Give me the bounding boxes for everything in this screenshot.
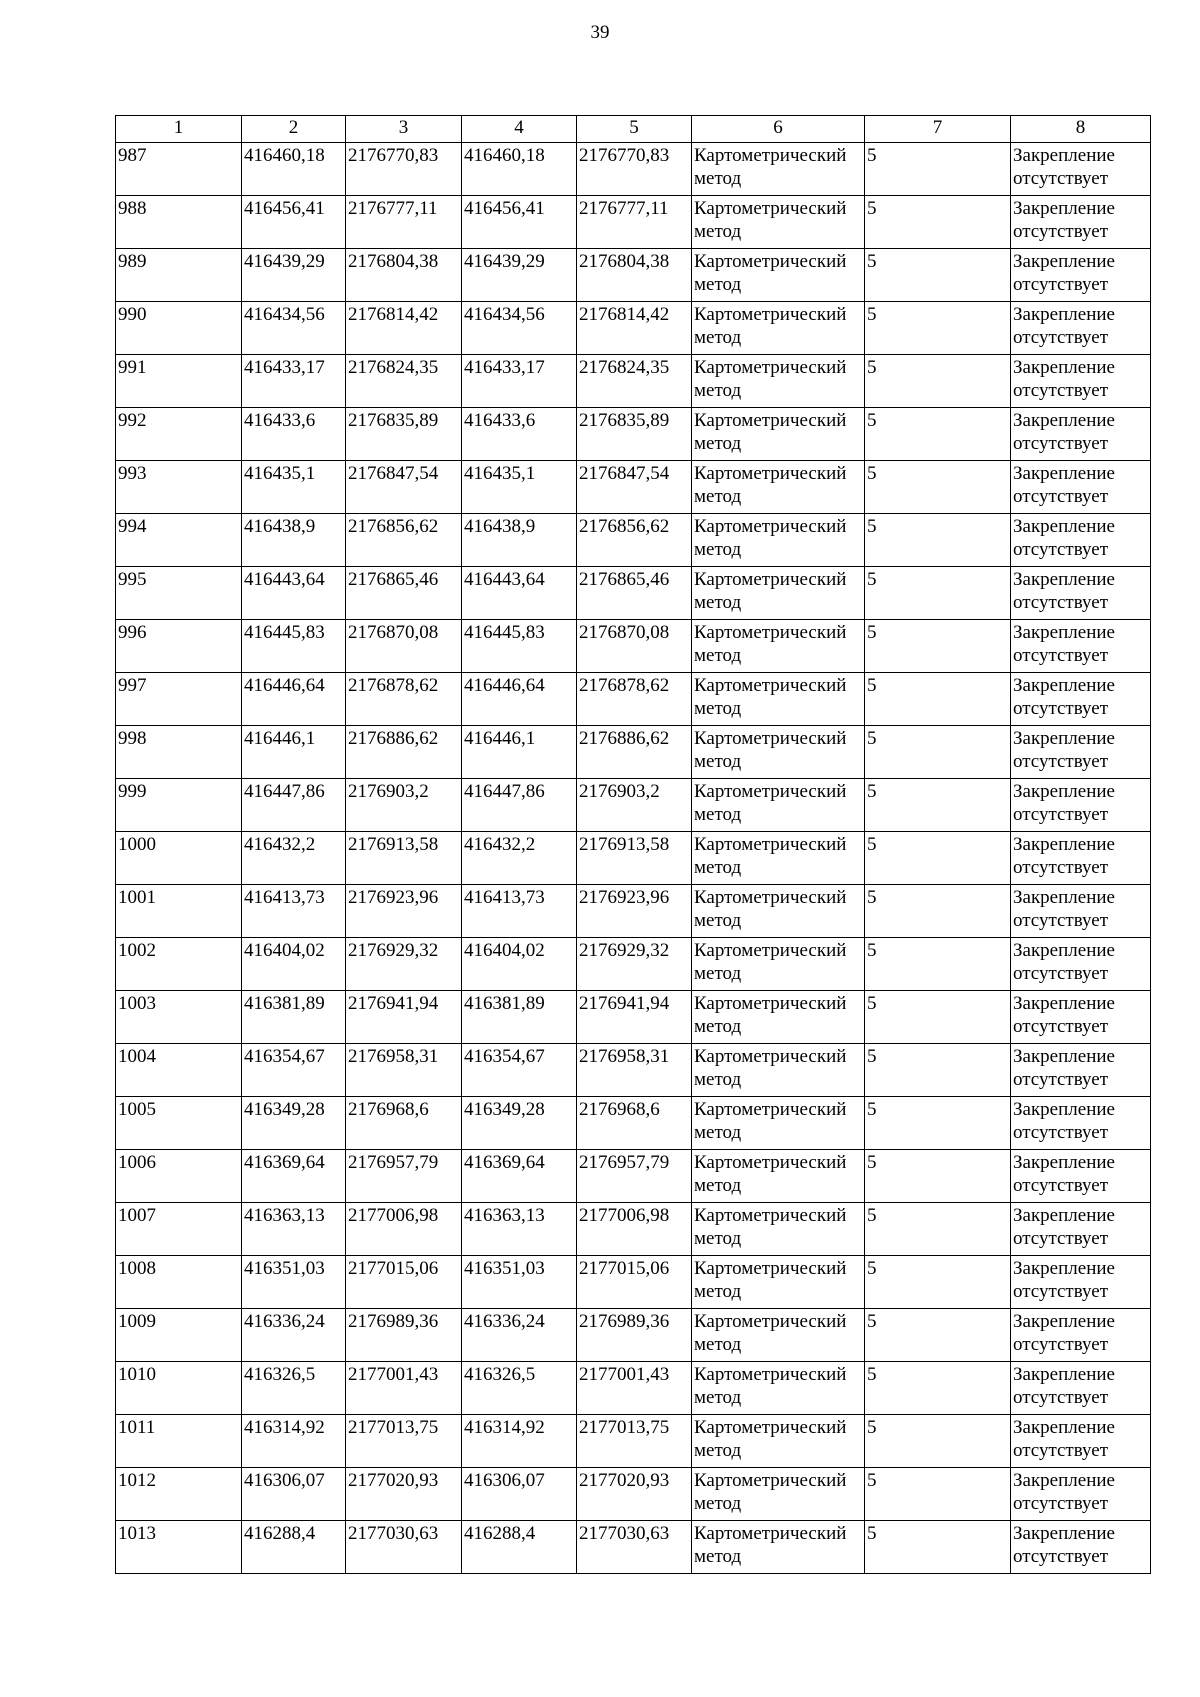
point-number-cell: 996 [116, 620, 242, 673]
table-row [116, 1203, 1151, 1256]
column-header: 4 [462, 116, 577, 143]
y-new-cell: 2176968,6 [577, 1097, 692, 1150]
y-new-cell: 2177030,63 [577, 1521, 692, 1574]
x-existing-cell: 416446,64 [242, 673, 346, 726]
header-row [116, 116, 1151, 143]
x-new-cell: 416369,64 [462, 1150, 577, 1203]
x-existing-cell: 416369,64 [242, 1150, 346, 1203]
x-existing-cell: 416288,4 [242, 1521, 346, 1574]
y-existing-cell: 2177015,06 [346, 1256, 462, 1309]
method-cell: Картометрический метод [692, 355, 865, 408]
x-new-cell: 416306,07 [462, 1468, 577, 1521]
table-row [116, 249, 1151, 302]
method-cell: Картометрический метод [692, 1150, 865, 1203]
marking-cell: Закрепление отсутствует [1011, 461, 1151, 514]
table-row [116, 673, 1151, 726]
table-row [116, 726, 1151, 779]
accuracy-cell: 5 [865, 832, 1011, 885]
x-new-cell: 416354,67 [462, 1044, 577, 1097]
column-header: 3 [346, 116, 462, 143]
marking-cell: Закрепление отсутствует [1011, 726, 1151, 779]
point-number-cell: 999 [116, 779, 242, 832]
method-cell: Картометрический метод [692, 885, 865, 938]
method-cell: Картометрический метод [692, 1521, 865, 1574]
accuracy-cell: 5 [865, 1362, 1011, 1415]
x-existing-cell: 416456,41 [242, 196, 346, 249]
y-new-cell: 2176856,62 [577, 514, 692, 567]
y-existing-cell: 2176777,11 [346, 196, 462, 249]
x-existing-cell: 416445,83 [242, 620, 346, 673]
y-existing-cell: 2176968,6 [346, 1097, 462, 1150]
y-existing-cell: 2176878,62 [346, 673, 462, 726]
x-existing-cell: 416326,5 [242, 1362, 346, 1415]
point-number-cell: 1002 [116, 938, 242, 991]
method-cell: Картометрический метод [692, 249, 865, 302]
table-row [116, 620, 1151, 673]
table-row [116, 1097, 1151, 1150]
y-new-cell: 2176770,83 [577, 143, 692, 196]
point-number-cell: 992 [116, 408, 242, 461]
x-existing-cell: 416404,02 [242, 938, 346, 991]
point-number-cell: 1008 [116, 1256, 242, 1309]
table-row [116, 302, 1151, 355]
point-number-cell: 991 [116, 355, 242, 408]
x-existing-cell: 416460,18 [242, 143, 346, 196]
point-number-cell: 1013 [116, 1521, 242, 1574]
point-number-cell: 1004 [116, 1044, 242, 1097]
x-existing-cell: 416314,92 [242, 1415, 346, 1468]
table-row [116, 1468, 1151, 1521]
x-existing-cell: 416354,67 [242, 1044, 346, 1097]
x-existing-cell: 416439,29 [242, 249, 346, 302]
x-existing-cell: 416438,9 [242, 514, 346, 567]
y-existing-cell: 2176870,08 [346, 620, 462, 673]
y-new-cell: 2176804,38 [577, 249, 692, 302]
x-new-cell: 416336,24 [462, 1309, 577, 1362]
accuracy-cell: 5 [865, 1415, 1011, 1468]
x-new-cell: 416413,73 [462, 885, 577, 938]
accuracy-cell: 5 [865, 1256, 1011, 1309]
point-number-cell: 1010 [116, 1362, 242, 1415]
accuracy-cell: 5 [865, 1097, 1011, 1150]
table-row [116, 1362, 1151, 1415]
page-number: 39 [590, 22, 610, 43]
y-existing-cell: 2176989,36 [346, 1309, 462, 1362]
x-new-cell: 416446,64 [462, 673, 577, 726]
marking-cell: Закрепление отсутствует [1011, 1097, 1151, 1150]
y-existing-cell: 2177013,75 [346, 1415, 462, 1468]
x-existing-cell: 416432,2 [242, 832, 346, 885]
marking-cell: Закрепление отсутствует [1011, 1362, 1151, 1415]
x-new-cell: 416351,03 [462, 1256, 577, 1309]
x-new-cell: 416349,28 [462, 1097, 577, 1150]
marking-cell: Закрепление отсутствует [1011, 1468, 1151, 1521]
accuracy-cell: 5 [865, 885, 1011, 938]
column-header: 2 [242, 116, 346, 143]
y-existing-cell: 2177006,98 [346, 1203, 462, 1256]
table-row [116, 461, 1151, 514]
table-row [116, 1044, 1151, 1097]
x-existing-cell: 416413,73 [242, 885, 346, 938]
x-new-cell: 416443,64 [462, 567, 577, 620]
point-number-cell: 1003 [116, 991, 242, 1044]
table-row [116, 991, 1151, 1044]
marking-cell: Закрепление отсутствует [1011, 1415, 1151, 1468]
accuracy-cell: 5 [865, 1521, 1011, 1574]
table-header [116, 116, 1151, 143]
table-row [116, 779, 1151, 832]
x-new-cell: 416434,56 [462, 302, 577, 355]
y-new-cell: 2176777,11 [577, 196, 692, 249]
column-header: 6 [692, 116, 865, 143]
method-cell: Картометрический метод [692, 1468, 865, 1521]
marking-cell: Закрепление отсутствует [1011, 779, 1151, 832]
y-new-cell: 2176923,96 [577, 885, 692, 938]
column-header: 1 [116, 116, 242, 143]
table-row [116, 1309, 1151, 1362]
point-number-cell: 1001 [116, 885, 242, 938]
y-new-cell: 2176824,35 [577, 355, 692, 408]
point-number-cell: 998 [116, 726, 242, 779]
method-cell: Картометрический метод [692, 567, 865, 620]
x-new-cell: 416456,41 [462, 196, 577, 249]
y-new-cell: 2176941,94 [577, 991, 692, 1044]
x-existing-cell: 416435,1 [242, 461, 346, 514]
point-number-cell: 1005 [116, 1097, 242, 1150]
x-existing-cell: 416349,28 [242, 1097, 346, 1150]
x-new-cell: 416433,17 [462, 355, 577, 408]
table-row [116, 408, 1151, 461]
y-new-cell: 2176929,32 [577, 938, 692, 991]
y-existing-cell: 2176847,54 [346, 461, 462, 514]
marking-cell: Закрепление отсутствует [1011, 1521, 1151, 1574]
marking-cell: Закрепление отсутствует [1011, 885, 1151, 938]
method-cell: Картометрический метод [692, 673, 865, 726]
accuracy-cell: 5 [865, 567, 1011, 620]
marking-cell: Закрепление отсутствует [1011, 832, 1151, 885]
marking-cell: Закрепление отсутствует [1011, 514, 1151, 567]
y-new-cell: 2177001,43 [577, 1362, 692, 1415]
y-existing-cell: 2176770,83 [346, 143, 462, 196]
marking-cell: Закрепление отсутствует [1011, 1044, 1151, 1097]
method-cell: Картометрический метод [692, 408, 865, 461]
y-existing-cell: 2176958,31 [346, 1044, 462, 1097]
accuracy-cell: 5 [865, 779, 1011, 832]
method-cell: Картометрический метод [692, 1097, 865, 1150]
y-existing-cell: 2177001,43 [346, 1362, 462, 1415]
y-new-cell: 2176814,42 [577, 302, 692, 355]
y-new-cell: 2176865,46 [577, 567, 692, 620]
y-new-cell: 2176913,58 [577, 832, 692, 885]
y-existing-cell: 2176903,2 [346, 779, 462, 832]
method-cell: Картометрический метод [692, 832, 865, 885]
table-body [116, 143, 1151, 1574]
x-new-cell: 416447,86 [462, 779, 577, 832]
y-existing-cell: 2176814,42 [346, 302, 462, 355]
y-existing-cell: 2176941,94 [346, 991, 462, 1044]
method-cell: Картометрический метод [692, 1256, 865, 1309]
method-cell: Картометрический метод [692, 196, 865, 249]
y-existing-cell: 2176804,38 [346, 249, 462, 302]
y-existing-cell: 2176886,62 [346, 726, 462, 779]
x-existing-cell: 416447,86 [242, 779, 346, 832]
marking-cell: Закрепление отсутствует [1011, 1203, 1151, 1256]
accuracy-cell: 5 [865, 514, 1011, 567]
x-existing-cell: 416446,1 [242, 726, 346, 779]
point-number-cell: 994 [116, 514, 242, 567]
x-existing-cell: 416434,56 [242, 302, 346, 355]
y-new-cell: 2177013,75 [577, 1415, 692, 1468]
point-number-cell: 993 [116, 461, 242, 514]
y-new-cell: 2176886,62 [577, 726, 692, 779]
x-new-cell: 416460,18 [462, 143, 577, 196]
y-existing-cell: 2176929,32 [346, 938, 462, 991]
marking-cell: Закрепление отсутствует [1011, 143, 1151, 196]
marking-cell: Закрепление отсутствует [1011, 938, 1151, 991]
method-cell: Картометрический метод [692, 143, 865, 196]
marking-cell: Закрепление отсутствует [1011, 991, 1151, 1044]
method-cell: Картометрический метод [692, 1044, 865, 1097]
marking-cell: Закрепление отсутствует [1011, 1256, 1151, 1309]
column-header: 8 [1011, 116, 1151, 143]
accuracy-cell: 5 [865, 408, 1011, 461]
y-new-cell: 2176847,54 [577, 461, 692, 514]
accuracy-cell: 5 [865, 1309, 1011, 1362]
x-new-cell: 416404,02 [462, 938, 577, 991]
y-new-cell: 2176870,08 [577, 620, 692, 673]
point-number-cell: 987 [116, 143, 242, 196]
x-existing-cell: 416381,89 [242, 991, 346, 1044]
marking-cell: Закрепление отсутствует [1011, 567, 1151, 620]
table-row [116, 1256, 1151, 1309]
y-new-cell: 2177006,98 [577, 1203, 692, 1256]
marking-cell: Закрепление отсутствует [1011, 620, 1151, 673]
table-row [116, 1415, 1151, 1468]
method-cell: Картометрический метод [692, 726, 865, 779]
accuracy-cell: 5 [865, 726, 1011, 779]
accuracy-cell: 5 [865, 302, 1011, 355]
x-existing-cell: 416336,24 [242, 1309, 346, 1362]
table-row [116, 355, 1151, 408]
table-row [116, 1521, 1151, 1574]
accuracy-cell: 5 [865, 249, 1011, 302]
y-existing-cell: 2176856,62 [346, 514, 462, 567]
marking-cell: Закрепление отсутствует [1011, 249, 1151, 302]
y-new-cell: 2176989,36 [577, 1309, 692, 1362]
accuracy-cell: 5 [865, 938, 1011, 991]
point-number-cell: 1007 [116, 1203, 242, 1256]
y-existing-cell: 2176957,79 [346, 1150, 462, 1203]
x-new-cell: 416438,9 [462, 514, 577, 567]
accuracy-cell: 5 [865, 355, 1011, 408]
marking-cell: Закрепление отсутствует [1011, 1309, 1151, 1362]
marking-cell: Закрепление отсутствует [1011, 355, 1151, 408]
method-cell: Картометрический метод [692, 514, 865, 567]
accuracy-cell: 5 [865, 1044, 1011, 1097]
y-new-cell: 2176878,62 [577, 673, 692, 726]
x-existing-cell: 416443,64 [242, 567, 346, 620]
method-cell: Картометрический метод [692, 620, 865, 673]
point-number-cell: 1011 [116, 1415, 242, 1468]
marking-cell: Закрепление отсутствует [1011, 673, 1151, 726]
marking-cell: Закрепление отсутствует [1011, 196, 1151, 249]
method-cell: Картометрический метод [692, 1203, 865, 1256]
table-row [116, 143, 1151, 196]
y-new-cell: 2176957,79 [577, 1150, 692, 1203]
accuracy-cell: 5 [865, 991, 1011, 1044]
y-existing-cell: 2177020,93 [346, 1468, 462, 1521]
table-row [116, 1150, 1151, 1203]
table-row [116, 885, 1151, 938]
x-existing-cell: 416433,6 [242, 408, 346, 461]
method-cell: Картометрический метод [692, 461, 865, 514]
y-new-cell: 2176958,31 [577, 1044, 692, 1097]
marking-cell: Закрепление отсутствует [1011, 408, 1151, 461]
method-cell: Картометрический метод [692, 1362, 865, 1415]
y-existing-cell: 2176913,58 [346, 832, 462, 885]
accuracy-cell: 5 [865, 1468, 1011, 1521]
x-new-cell: 416288,4 [462, 1521, 577, 1574]
point-number-cell: 995 [116, 567, 242, 620]
method-cell: Картометрический метод [692, 302, 865, 355]
y-existing-cell: 2176865,46 [346, 567, 462, 620]
x-new-cell: 416446,1 [462, 726, 577, 779]
x-existing-cell: 416306,07 [242, 1468, 346, 1521]
y-existing-cell: 2177030,63 [346, 1521, 462, 1574]
x-new-cell: 416363,13 [462, 1203, 577, 1256]
x-new-cell: 416445,83 [462, 620, 577, 673]
point-number-cell: 997 [116, 673, 242, 726]
accuracy-cell: 5 [865, 620, 1011, 673]
x-new-cell: 416432,2 [462, 832, 577, 885]
table-row [116, 832, 1151, 885]
table-row [116, 514, 1151, 567]
x-new-cell: 416433,6 [462, 408, 577, 461]
point-number-cell: 1006 [116, 1150, 242, 1203]
y-existing-cell: 2176923,96 [346, 885, 462, 938]
method-cell: Картометрический метод [692, 991, 865, 1044]
accuracy-cell: 5 [865, 196, 1011, 249]
y-new-cell: 2176835,89 [577, 408, 692, 461]
marking-cell: Закрепление отсутствует [1011, 302, 1151, 355]
x-existing-cell: 416351,03 [242, 1256, 346, 1309]
y-existing-cell: 2176824,35 [346, 355, 462, 408]
table-row [116, 938, 1151, 991]
x-new-cell: 416314,92 [462, 1415, 577, 1468]
point-number-cell: 990 [116, 302, 242, 355]
x-existing-cell: 416433,17 [242, 355, 346, 408]
marking-cell: Закрепление отсутствует [1011, 1150, 1151, 1203]
table-row [116, 567, 1151, 620]
table-row [116, 196, 1151, 249]
y-new-cell: 2176903,2 [577, 779, 692, 832]
coordinates-table [115, 115, 1151, 1574]
accuracy-cell: 5 [865, 673, 1011, 726]
accuracy-cell: 5 [865, 143, 1011, 196]
method-cell: Картометрический метод [692, 938, 865, 991]
method-cell: Картометрический метод [692, 1415, 865, 1468]
point-number-cell: 988 [116, 196, 242, 249]
method-cell: Картометрический метод [692, 779, 865, 832]
accuracy-cell: 5 [865, 461, 1011, 514]
point-number-cell: 1012 [116, 1468, 242, 1521]
column-header: 5 [577, 116, 692, 143]
x-existing-cell: 416363,13 [242, 1203, 346, 1256]
method-cell: Картометрический метод [692, 1309, 865, 1362]
accuracy-cell: 5 [865, 1150, 1011, 1203]
accuracy-cell: 5 [865, 1203, 1011, 1256]
point-number-cell: 989 [116, 249, 242, 302]
column-header: 7 [865, 116, 1011, 143]
point-number-cell: 1009 [116, 1309, 242, 1362]
x-new-cell: 416435,1 [462, 461, 577, 514]
y-new-cell: 2177015,06 [577, 1256, 692, 1309]
point-number-cell: 1000 [116, 832, 242, 885]
x-new-cell: 416439,29 [462, 249, 577, 302]
y-existing-cell: 2176835,89 [346, 408, 462, 461]
x-new-cell: 416326,5 [462, 1362, 577, 1415]
y-new-cell: 2177020,93 [577, 1468, 692, 1521]
x-new-cell: 416381,89 [462, 991, 577, 1044]
